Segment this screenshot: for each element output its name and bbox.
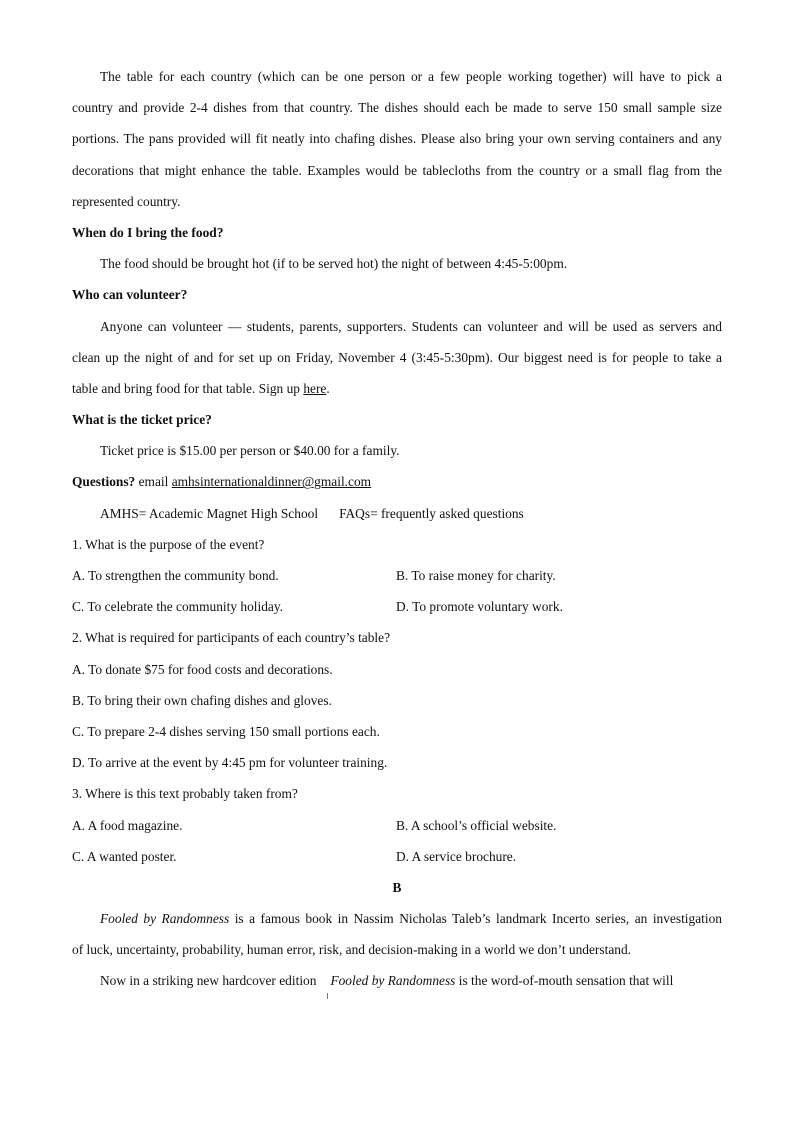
section-b-p1-line-2: of luck, uncertainty, probability, human error, risk, and decision-making in a world we don’t understand. [72, 942, 631, 958]
questions-label: Questions? [72, 474, 136, 490]
q3-option-c: C. A wanted poster. [72, 848, 177, 864]
q1-option-c: C. To celebrate the community holiday. [72, 599, 284, 615]
who-line-3-text: table and bring food for that table. Sign up [72, 380, 304, 396]
ticket-body: Ticket price is $15.00 per person or $40.00 for a family. [100, 443, 400, 459]
ticket-heading: What is the ticket price? [72, 412, 212, 428]
intro-line-1: The table for each country (which can be one person or a few people working together) will have to pick a [100, 69, 722, 84]
document-page [72, 61, 722, 997]
q1-row-cd [72, 591, 722, 622]
q1-option-d: D. To promote voluntary work. [396, 599, 563, 615]
section-b-heading: B [392, 879, 402, 895]
q1-row-ab [72, 560, 722, 591]
signup-link[interactable]: here [303, 380, 327, 396]
q3-option-a: A. A food magazine. [72, 817, 183, 833]
q1-option-a: A. To strengthen the community bond. [72, 568, 279, 583]
q2-option-c: C. To prepare 2-4 dishes serving 150 small portions each. [72, 723, 380, 739]
q1-stem: 1. What is the purpose of the event? [72, 536, 265, 552]
section-b-p2-pre: Now in a striking new hardcover edition [100, 973, 317, 989]
intro-line-2: country and provide 2-4 dishes from that country. The dishes should each be made to serve 150 small sample size [72, 100, 722, 116]
who-line-3-end: . [326, 380, 330, 396]
when-heading: When do I bring the food? [72, 224, 224, 240]
q2-stem: 2. What is required for participants of each country’s table? [72, 630, 391, 646]
q2-option-d: D. To arrive at the event by 4:45 pm for volunteer training. [72, 755, 388, 771]
q3-option-b: B. A school’s official website. [396, 817, 557, 833]
intro-line-3: portions. The pans provided will fit neatly into chafing dishes. Please also bring your own serving containers and any [72, 131, 722, 147]
intro-line-4: decorations that might enhance the table. Examples would be tablecloths from the country or a small flag from the [72, 162, 722, 178]
abbrev-amhs: AMHS= Academic Magnet High School [100, 505, 319, 521]
q2-option-b: B. To bring their own chafing dishes and gloves. [72, 692, 332, 708]
section-b-p2-line-1 [72, 965, 722, 996]
email-link[interactable]: amhsinternationaldinner@gmail.com [171, 474, 372, 490]
q3-stem: 3. Where is this text probably taken from? [72, 786, 298, 802]
section-b-p1-line-1 [72, 903, 722, 934]
q3-row-ab [72, 810, 722, 841]
abbrev-faqs: FAQs= frequently asked questions [339, 505, 524, 521]
section-b-p2-post: is the word-of-mouth sensation that will [455, 973, 674, 989]
who-heading: Who can volunteer? [72, 287, 188, 303]
who-line-1: Anyone can volunteer — students, parents, supporters. Students can volunteer and will be used as servers and [100, 318, 722, 334]
stray-mark [327, 993, 328, 999]
intro-line-5: represented country. [72, 193, 181, 209]
section-b-p1-line-1-text: is a famous book in Nassim Nicholas Taleb’s landmark Incerto series, an investigation [229, 911, 722, 927]
questions-pre: email [135, 474, 172, 490]
who-line-2: clean up the night of and for set up on Friday, November 4 (3:45-5:30pm). Our biggest need is for people to take a [72, 349, 722, 365]
abbreviations-line [72, 498, 722, 529]
book-title: Fooled by Randomness [100, 911, 230, 927]
q1-option-b: B. To raise money for charity. [396, 568, 556, 583]
book-title-2: Fooled by Randomness [330, 973, 456, 989]
q3-option-d: D. A service brochure. [396, 848, 517, 864]
who-line-3 [72, 373, 722, 404]
when-body: The food should be brought hot (if to be served hot) the night of between 4:45-5:00pm. [100, 256, 568, 272]
q3-row-cd [72, 841, 722, 872]
q2-option-a: A. To donate $75 for food costs and decorations. [72, 661, 333, 677]
questions-line [72, 466, 722, 497]
